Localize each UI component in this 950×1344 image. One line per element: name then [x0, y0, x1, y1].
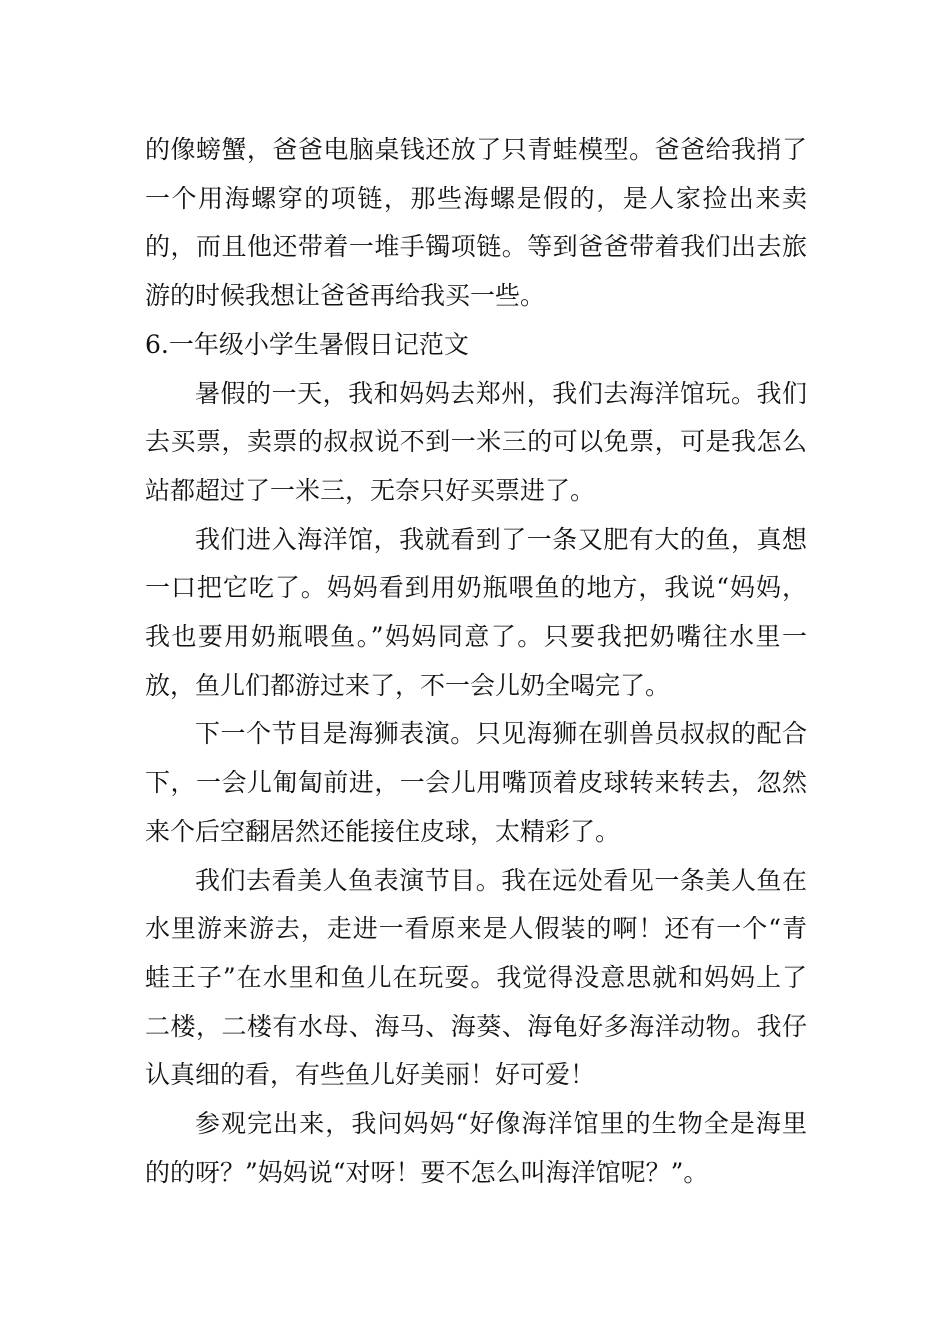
continuation-paragraph: 的像螃蟹，爸爸电脑桌钱还放了只青蛙模型。爸爸给我捎了一个用海螺穿的项链，那些海螺是假的，是人家捡出来卖的，而且他还带着一堆手镯项链。等到爸爸带着我们出去旅游的时候我想让爸爸再给我买一些。 [145, 135, 807, 311]
paragraph-5: 参观完出来，我问妈妈“好像海洋馆里的生物全是海里的的呀？”妈妈说“对呀！要不怎么叫海洋馆呢？”。 [145, 1109, 807, 1187]
paragraph-4: 我们去看美人鱼表演节目。我在远处看见一条美人鱼在水里游来游去，走进一看原来是人假装的啊！还有一个“青蛙王子”在水里和鱼儿在玩耍。我觉得没意思就和妈妈上了二楼，二楼有水母、海马、海葵、海龟好多海洋动物。我仔认真细的看，有些鱼儿好美丽！好可爱！ [145, 865, 807, 1090]
document-page [145, 126, 807, 1197]
paragraph-3: 下一个节目是海狮表演。只见海狮在驯兽员叔叔的配合下，一会儿匍匐前进，一会儿用嘴顶着皮球转来转去，忽然来个后空翻居然还能接住皮球，太精彩了。 [145, 719, 807, 846]
paragraph-2: 我们进入海洋馆，我就看到了一条又肥有大的鱼，真想一口把它吃了。妈妈看到用奶瓶喂鱼的地方，我说“妈妈，我也要用奶瓶喂鱼。”妈妈同意了。只要我把奶嘴往水里一放，鱼儿们都游过来了，不一会儿奶全喝完了。 [145, 524, 807, 700]
paragraph-1: 暑假的一天，我和妈妈去郑州，我们去海洋馆玩。我们去买票，卖票的叔叔说不到一米三的可以免票，可是我怎么站都超过了一米三，无奈只好买票进了。 [145, 378, 807, 505]
section-heading: 6.一年级小学生暑假日记范文 [145, 329, 469, 359]
